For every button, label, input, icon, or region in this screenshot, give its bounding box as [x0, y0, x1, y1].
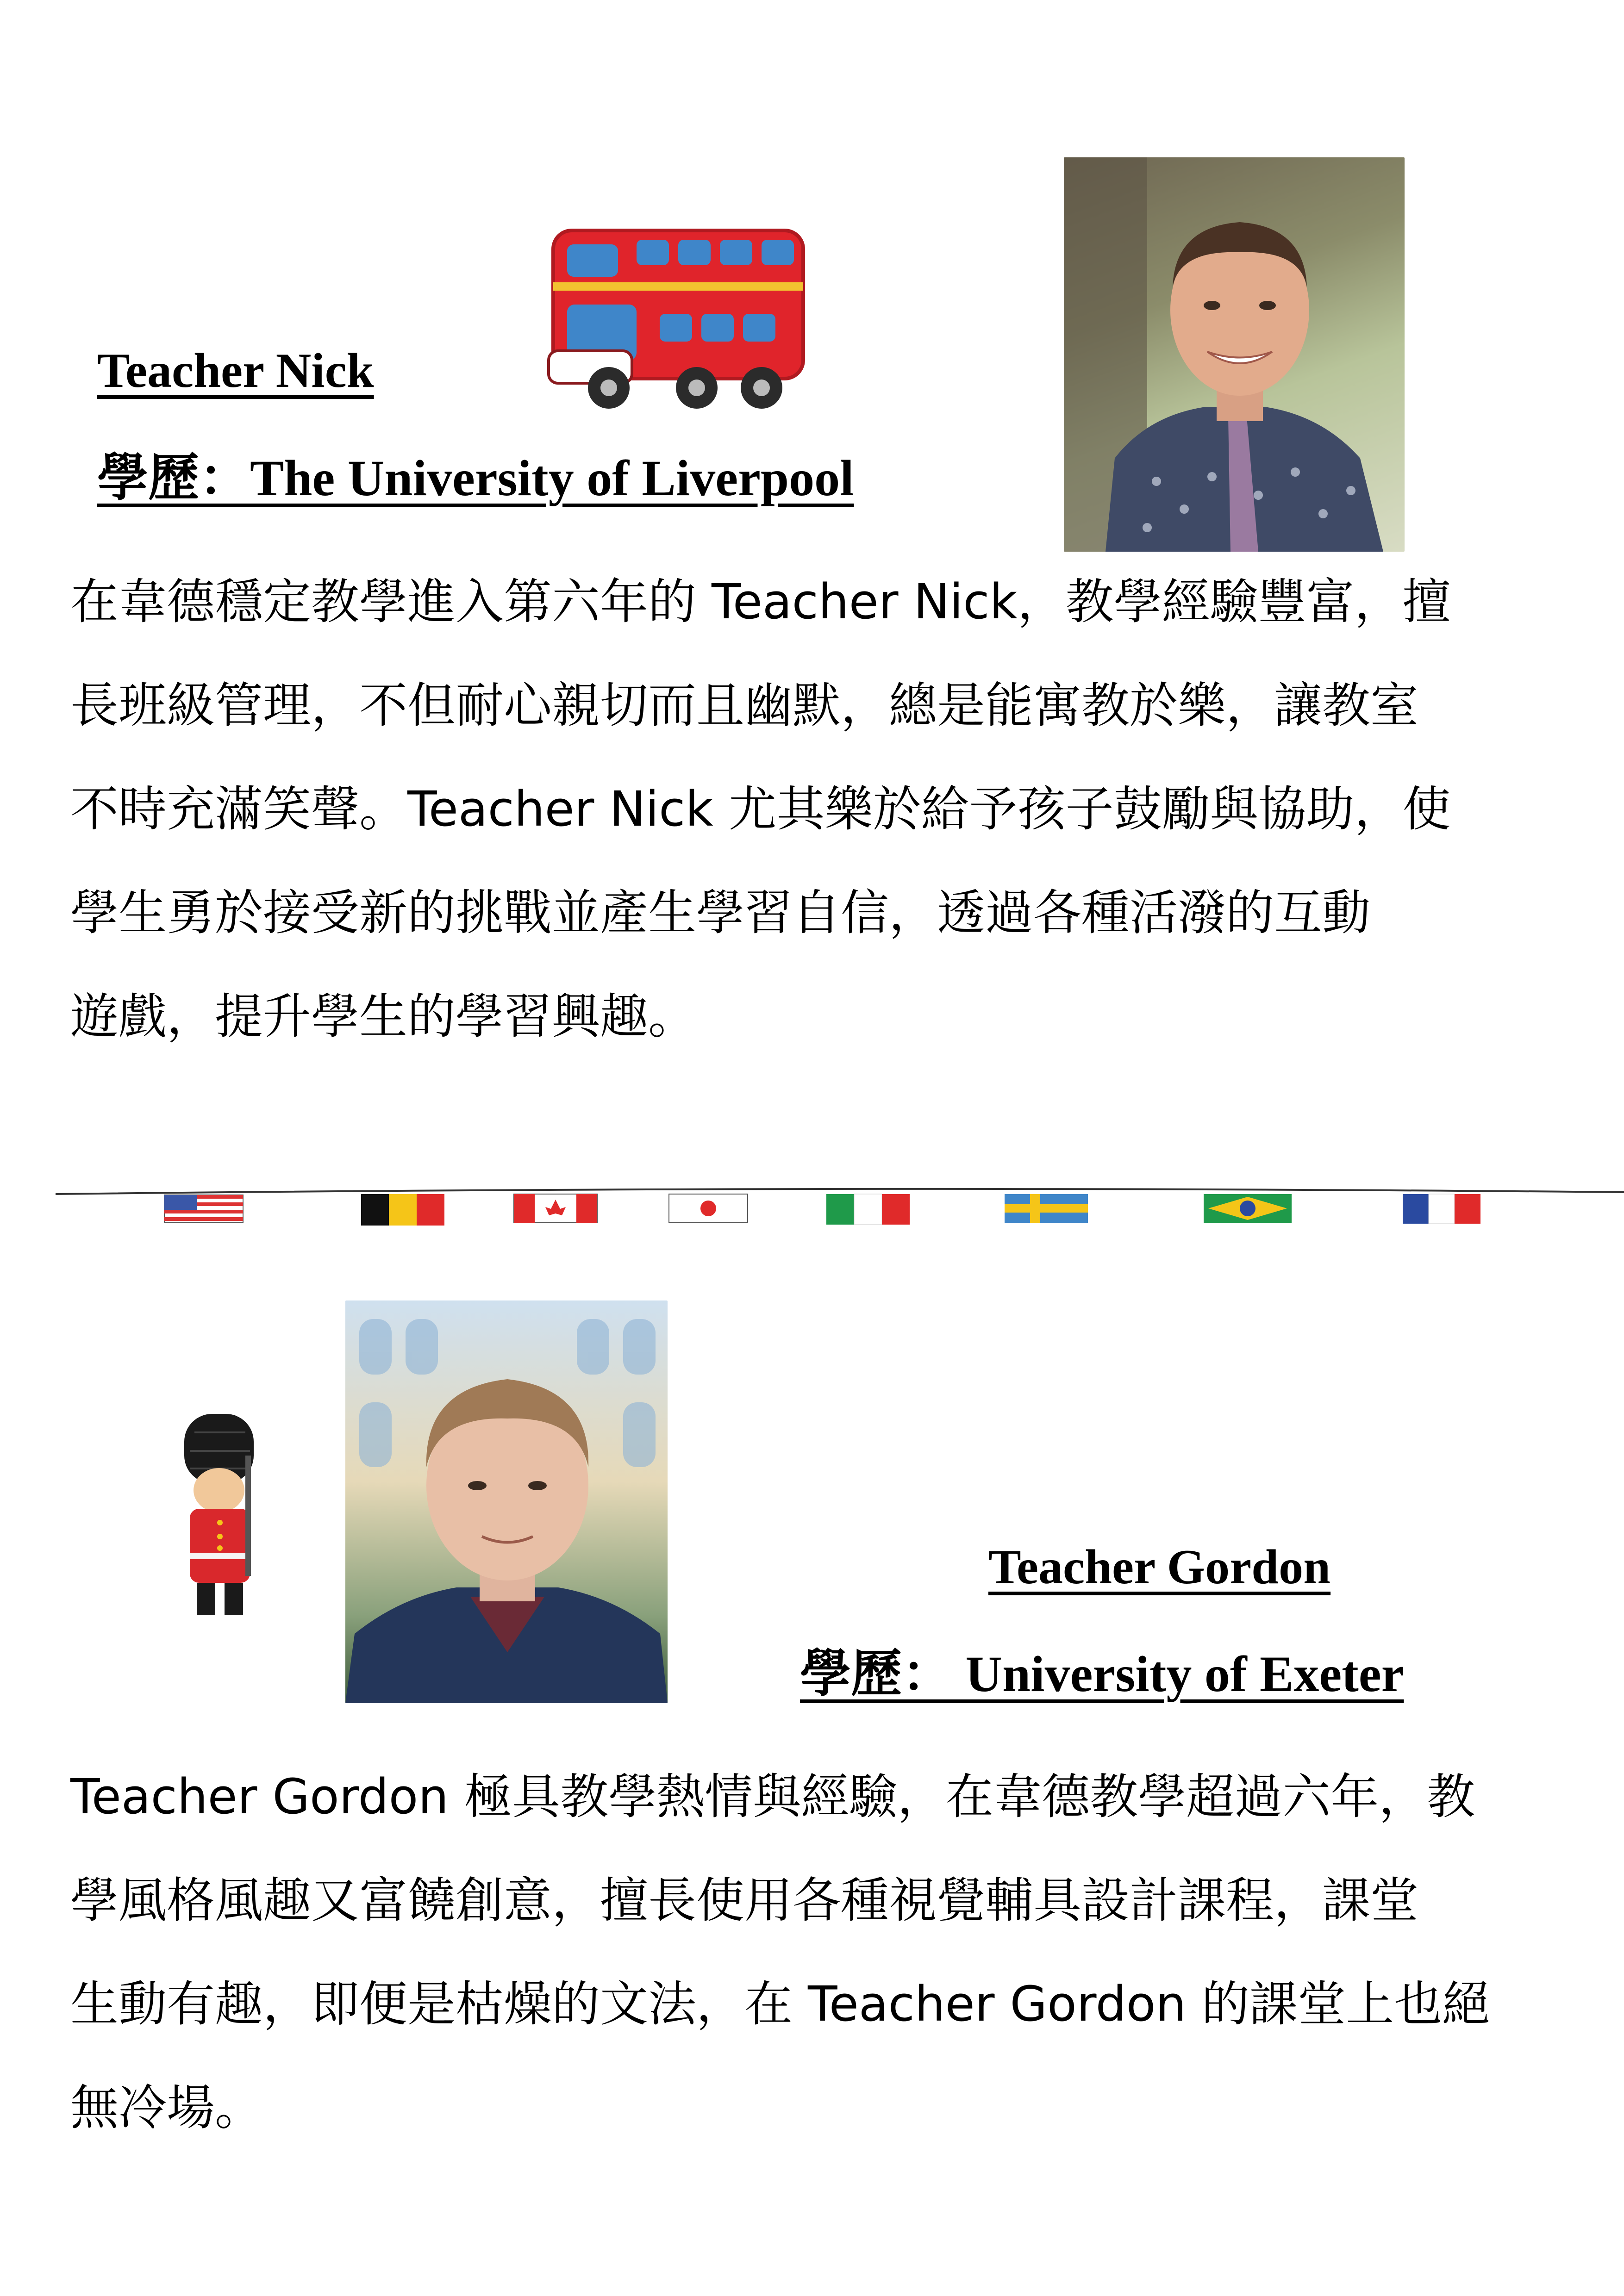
brazil-flag: [1204, 1194, 1292, 1223]
royal-guard-icon: [171, 1414, 269, 1620]
teacher-gordon-bio-line-1: Teacher Gordon 極具教學熱情與經驗，在韋德教學超過六年，教: [70, 1768, 1475, 1825]
teacher-gordon-name: Teacher Gordon: [988, 1540, 1331, 1594]
teacher-nick-bio-line-4: 學生勇於接受新的挑戰並產生學習自信，透過各種活潑的互動: [70, 884, 1371, 941]
france-flag: [1403, 1194, 1480, 1224]
teacher-nick-photo: [1064, 157, 1405, 552]
teacher-gordon-bio-line-2: 學風格風趣又富饒創意，擅長使用各種視覺輔具設計課程，課堂: [70, 1872, 1419, 1929]
teacher-gordon-bio-line-4: 無冷場。: [70, 2079, 263, 2136]
belgium-flag: [361, 1194, 444, 1226]
teacher-gordon-photo: [345, 1300, 668, 1703]
teacher-gordon-bio-line-3: 生動有趣，即便是枯燥的文法，在 Teacher Gordon 的課堂上也絕: [70, 1976, 1491, 2032]
teacher-nick-bio-line-1: 在韋德穩定教學進入第六年的 Teacher Nick，教學經驗豐富，擅: [70, 573, 1451, 630]
usa-flag: [164, 1195, 243, 1223]
teacher-nick-bio-line-3: 不時充滿笑聲。Teacher Nick 尤其樂於給予孩子鼓勵與協助，使: [70, 781, 1451, 837]
teacher-gordon-education: 學歷： University of Exeter: [800, 1646, 1404, 1702]
italy-flag: [826, 1194, 910, 1225]
teacher-nick-education: 學歷：The University of Liverpool: [97, 450, 854, 506]
teacher-nick-bio-line-2: 長班級管理，不但耐心親切而且幽默，總是能寓教於樂，讓教室: [70, 677, 1419, 734]
flag-banner-divider: [56, 1176, 1624, 1240]
double-decker-bus-icon: [539, 226, 817, 416]
japan-flag: [669, 1194, 748, 1223]
canada-flag: [514, 1194, 597, 1223]
sweden-flag: [1005, 1194, 1088, 1223]
teacher-nick-name: Teacher Nick: [97, 343, 374, 398]
teacher-nick-bio-line-5: 遊戲，提升學生的學習興趣。: [70, 988, 697, 1045]
